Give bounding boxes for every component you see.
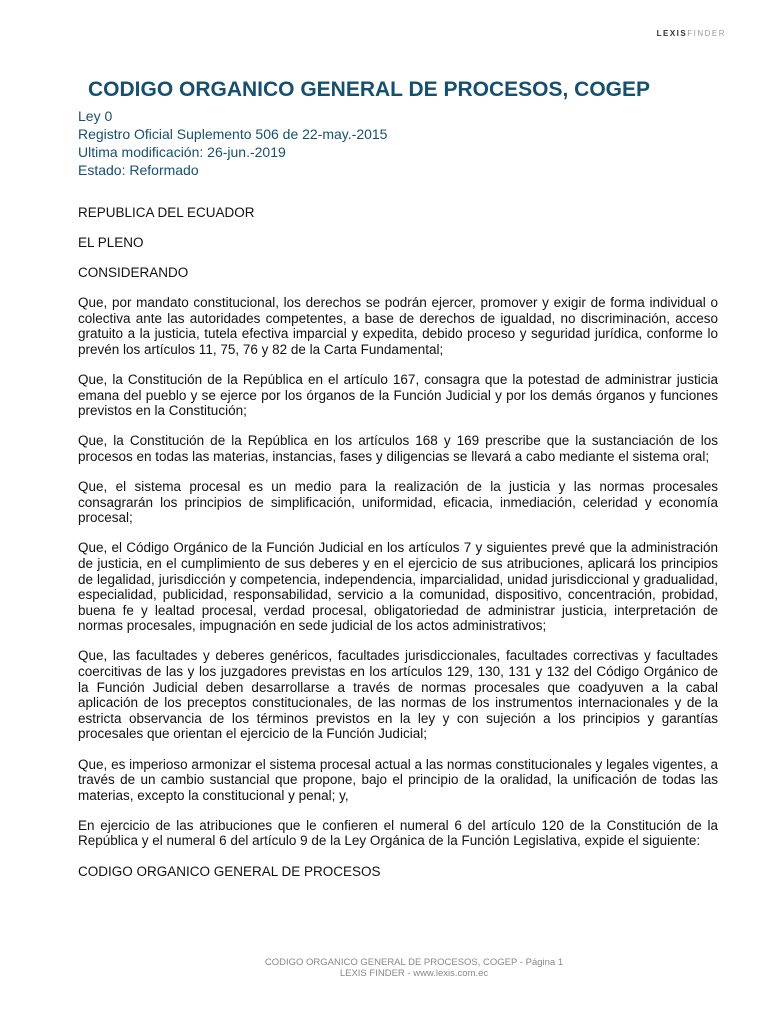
considering-paragraph: Que, por mandato constitucional, los derechos se podrán ejercer, promover y exigir de forma individual o colectiva ante las autoridades competentes, a base de derechos de igualdad, no discriminación, acceso gratuito a la justicia, tutela efectiva imparcial y expedita, debido proceso y seguridad jurídica, conforme lo prevén los artículos 11, 75, 76 y 82 de la Carta Fundamental; <box>78 295 718 358</box>
footer-page-info: CODIGO ORGANICO GENERAL DE PROCESOS, COGEP - Página 1 <box>264 957 564 968</box>
considering-paragraph: Que, la Constitución de la República en el artículo 167, consagra que la potestad de administrar justicia emana del pueblo y se ejerce por los órganos de la Función Judicial y por los demás órganos y funciones previstos en la Constitución; <box>78 372 718 419</box>
brand-logo-part1: LEXIS <box>656 29 688 38</box>
official-registry: Registro Oficial Suplemento 506 de 22-may.-2015 <box>78 126 388 142</box>
republic-heading: REPUBLICA DEL ECUADOR <box>78 205 255 220</box>
considering-paragraph: Que, el Código Orgánico de la Función Judicial en los artículos 7 y siguientes prevé que la administración de justicia, en el cumplimiento de sus deberes y en el ejercicio de sus atribuciones, aplicará los principios de legalidad, jurisdicción y competencia, independencia, imparcialidad, unidad jurisdiccional y gradualidad, especialidad, publicidad, responsabilidad, servicio a la comunidad, dispositivo, concentración, probidad, buena fe y lealtad procesal, verdad procesal, obligatoriedad de administrar justicia, interpretación de normas procesales, impugnación en sede judicial de los actos administrativos; <box>78 540 718 634</box>
enactment-paragraph: En ejercicio de las atribuciones que le confieren el numeral 6 del artículo 120 de la Constitución de la República y el numeral 6 del artículo 9 de la Ley Orgánica de la Función Legislativa, expide el siguiente: <box>78 817 718 849</box>
considering-paragraph: Que, el sistema procesal es un medio para la realización de la justicia y las normas procesales consagrarán los principios de simplificación, uniformidad, eficacia, inmediación, celeridad y economía procesal; <box>78 479 718 526</box>
code-heading: CODIGO ORGANICO GENERAL DE PROCESOS <box>78 863 381 879</box>
last-modified-date: Ultima modificación: 26-jun.-2019 <box>78 144 286 160</box>
brand-logo <box>657 29 726 38</box>
plenary-heading: EL PLENO <box>78 235 144 251</box>
document-body <box>78 205 718 894</box>
considering-paragraph: Que, la Constitución de la República en los artículos 168 y 169 prescribe que la sustanciación de los procesos en todas las materias, instancias, fases y diligencias se llevará a cabo mediante el sistema oral; <box>78 433 718 465</box>
considering-paragraph: Que, es imperioso armonizar el sistema procesal actual a las normas constitucionales y legales vigentes, a través de un cambio sustancial que propone, bajo el principio de la oralidad, la unificación de todas las materias, excepto la constitucional y penal; y, <box>78 756 718 803</box>
document-status: Estado: Reformado <box>78 162 199 178</box>
considering-heading: CONSIDERANDO <box>78 265 189 281</box>
footer-source: LEXIS FINDER - www.lexis.com.ec <box>339 968 489 979</box>
considering-paragraph: Que, las facultades y deberes genéricos, facultades jurisdiccionales, facultades correctivas y facultades coercitivas de las y los juzgadores previstas en los artículos 129, 130, 131 y 132 del Código Orgánico de la Función Judicial deben desarrollarse a través de normas procesales que coadyuven a la cabal aplicación de los preceptos constitucionales, de las normas de los instrumentos internacionales y de la estricta observancia de los términos previstos en la ley y con sujeción a los principios y garantías procesales que orientan el ejercicio de la Función Judicial; <box>78 648 718 742</box>
law-number: Ley 0 <box>78 108 113 124</box>
document-metadata <box>78 107 387 179</box>
document-title: CODIGO ORGANICO GENERAL DE PROCESOS, COGEP <box>88 78 651 101</box>
page-footer <box>0 957 768 979</box>
brand-logo-part2: FINDER <box>687 29 726 38</box>
